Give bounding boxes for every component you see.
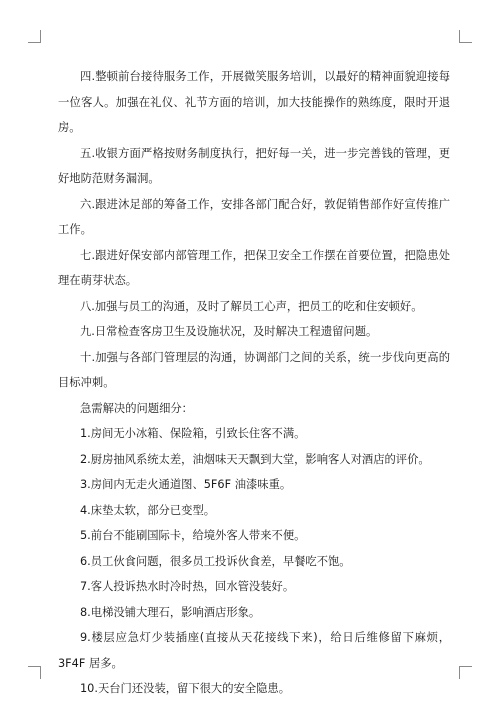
issue-item: 3.房间内无走火通道图、5F6F 油漆味重。 [80, 478, 292, 491]
issue-item: 8.电梯没铺大理石，影响酒店形象。 [80, 605, 261, 619]
paragraph-item-10: 十.加强与各部门管理层的沟通，协调部门之间的关系，统一步伐向更高的目标冲刺。 [58, 350, 450, 389]
issue-item: 2.厨房抽风系统太差，油烟味天天飘到大堂，影响客人对酒店的评价。 [80, 452, 430, 466]
crop-mark-bottom-right [459, 666, 472, 679]
issue-item: 9.楼层应急灯少装插座(直接从天花接线下来)，给日后维修留下麻烦，3F4F 居多。 [58, 631, 450, 670]
issue-item: 1.房间无小冰箱、保险箱，引致长住客不满。 [80, 427, 306, 440]
issue-item: 7.客人投诉热水时冷时热，回水管没装好。 [80, 580, 295, 593]
issue-item: 5.前台不能刷国际卡，给境外客人带来不便。 [80, 529, 306, 542]
paragraph-item-4: 四.整顿前台接待服务工作，开展微笑服务培训，以最好的精神面貌迎接每一位客人。加强在礼仪、礼节方面的培训，加大技能操作的熟练度，限时开退房。 [58, 70, 450, 134]
paragraph-item-7: 七.跟进好保安部内部管理工作，把保卫安全工作摆在首要位置，把隐患处理在萌芽状态。 [58, 248, 450, 287]
crop-mark-top-left [28, 30, 41, 43]
paragraph-item-8: 八.加强与员工的沟通，及时了解员工心声，把员工的吃和住安顿好。 [80, 299, 423, 313]
issue-item: 6.员工伙食问题，很多员工投诉伙食差，早餐吃不饱。 [80, 554, 351, 568]
paragraph-item-5: 五.收银方面严格按财务制度执行，把好每一关，进一步完善钱的管理，更好地防范财务漏洞。 [58, 146, 450, 185]
document-body [58, 64, 450, 702]
paragraph-item-9: 九.日常检查客房卫生及设施状况，及时解决工程遗留问题。 [80, 325, 378, 338]
paragraph-item-6: 六.跟进沐足部的筹备工作，安排各部门配合好，敦促销售部作好宣传推广工作。 [58, 197, 450, 236]
issue-item: 4.床垫太软，部分已变型。 [80, 503, 216, 517]
crop-mark-top-right [459, 30, 472, 43]
crop-mark-bottom-left [28, 666, 41, 679]
issue-item: 10.天台门还没装，留下很大的安全隐患。 [80, 682, 291, 695]
issues-heading: 急需解决的问题细分： [80, 401, 193, 415]
